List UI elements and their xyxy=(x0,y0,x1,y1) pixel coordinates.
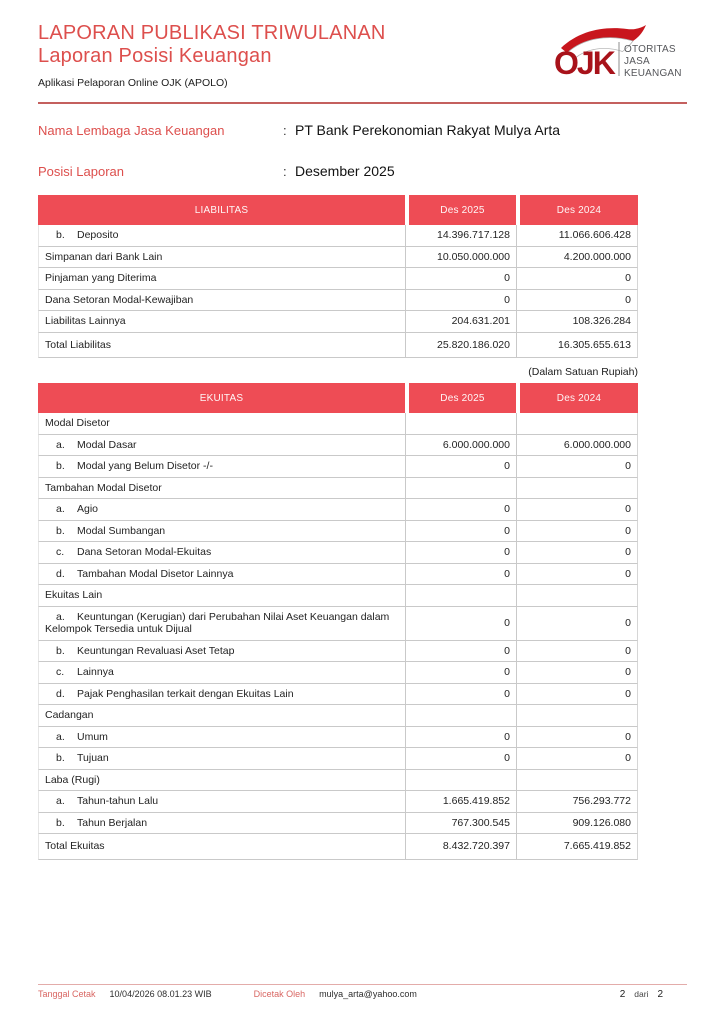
value-des-2025: 0 xyxy=(405,542,516,564)
row-label: b. Keuntungan Revaluasi Aset Tetap xyxy=(38,641,405,663)
value-des-2025: 767.300.545 xyxy=(405,813,516,835)
colon: : xyxy=(283,164,287,179)
table-row xyxy=(38,585,638,607)
row-label: Total Liabilitas xyxy=(38,333,405,359)
logo-org-name: OTORITAS JASA KEUANGAN xyxy=(624,44,682,79)
table-row xyxy=(38,225,638,247)
row-letter: a. xyxy=(56,438,65,451)
value-des-2024: 0 xyxy=(516,748,638,770)
table-row xyxy=(38,542,638,564)
value-des-2025: 1.665.419.852 xyxy=(405,791,516,813)
page-current: 2 xyxy=(619,989,626,1000)
printed-by-label: Dicetak Oleh xyxy=(253,989,306,999)
row-letter: b. xyxy=(56,816,65,829)
institution-label: Nama Lembaga Jasa Keuangan xyxy=(38,123,225,138)
ekuitas-table-header xyxy=(38,383,638,413)
page-total: 2 xyxy=(657,989,663,1000)
table-row xyxy=(38,435,638,457)
value-des-2025 xyxy=(405,478,516,500)
table-row xyxy=(38,268,638,290)
value-des-2024 xyxy=(516,478,638,500)
column-header-des-2025: Des 2025 xyxy=(405,383,516,413)
institution-row xyxy=(38,122,687,138)
value-des-2025 xyxy=(405,413,516,435)
row-label: b. Deposito xyxy=(38,225,405,247)
row-letter: d. xyxy=(56,567,65,580)
value-des-2024: 0 xyxy=(516,521,638,543)
page-footer xyxy=(38,984,687,1000)
report-titles xyxy=(38,22,386,89)
table-row xyxy=(38,311,638,333)
table-row xyxy=(38,290,638,312)
institution-value: PT Bank Perekonomian Rakyat Mulya Arta xyxy=(295,122,561,138)
print-date-value: 10/04/2026 08.01.23 WIB xyxy=(109,989,212,999)
row-letter: b. xyxy=(56,460,65,472)
value-des-2025: 0 xyxy=(405,748,516,770)
row-label: Dana Setoran Modal-Kewajiban xyxy=(38,290,405,312)
row-label: c. Lainnya xyxy=(38,662,405,684)
row-label: b. Tahun Berjalan xyxy=(38,813,405,835)
value-des-2025: 14.396.717.128 xyxy=(405,225,516,247)
value-des-2025: 0 xyxy=(405,684,516,706)
table-row xyxy=(38,727,638,749)
row-label: Cadangan xyxy=(38,705,405,727)
value-des-2025 xyxy=(405,705,516,727)
column-header-des-2024: Des 2024 xyxy=(516,195,638,225)
ojk-logo xyxy=(553,24,687,85)
row-letter: c. xyxy=(56,666,65,678)
value-des-2025: 0 xyxy=(405,641,516,663)
row-label: b. Modal yang Belum Disetor -/- xyxy=(38,456,405,478)
value-des-2024 xyxy=(516,585,638,607)
table-row xyxy=(38,499,638,521)
value-des-2024: 756.293.772 xyxy=(516,791,638,813)
value-des-2025: 0 xyxy=(405,727,516,749)
column-header-liabilitas: LIABILITAS xyxy=(38,195,405,225)
value-des-2024: 0 xyxy=(516,564,638,586)
value-des-2025: 25.820.186.020 xyxy=(405,333,516,359)
report-subtitle: Laporan Posisi Keuangan xyxy=(38,45,272,67)
row-label: b. Tujuan xyxy=(38,748,405,770)
ojk-logo-icon xyxy=(553,24,687,80)
row-label: d. Pajak Penghasilan terkait dengan Ekuitas Lain xyxy=(38,684,405,706)
row-label: a. Agio xyxy=(38,499,405,521)
value-des-2024: 0 xyxy=(516,684,638,706)
row-label: Modal Disetor xyxy=(38,413,405,435)
value-des-2024: 0 xyxy=(516,456,638,478)
page-separator: dari xyxy=(634,989,649,999)
value-des-2024: 0 xyxy=(516,662,638,684)
value-des-2024: 11.066.606.428 xyxy=(516,225,638,247)
ekuitas-table xyxy=(38,383,638,860)
row-letter: b. xyxy=(56,752,65,764)
report-position-row xyxy=(38,163,687,179)
table-row xyxy=(38,521,638,543)
liabilitas-table-header xyxy=(38,195,638,225)
value-des-2025: 204.631.201 xyxy=(405,311,516,333)
row-label: b. Modal Sumbangan xyxy=(38,521,405,543)
table-row xyxy=(38,564,638,586)
liabilitas-table xyxy=(38,195,638,358)
printed-by-value: mulya_arta@yahoo.com xyxy=(319,989,417,999)
row-letter: b. xyxy=(56,229,65,241)
value-des-2025: 0 xyxy=(405,521,516,543)
report-title: LAPORAN PUBLIKASI TRIWULANAN xyxy=(38,22,386,44)
table-row xyxy=(38,748,638,770)
row-label: Tambahan Modal Disetor xyxy=(38,478,405,500)
column-header-des-2025: Des 2025 xyxy=(405,195,516,225)
table-row xyxy=(38,641,638,663)
value-des-2024 xyxy=(516,770,638,792)
table-row xyxy=(38,456,638,478)
value-des-2025: 10.050.000.000 xyxy=(405,247,516,269)
value-des-2025: 0 xyxy=(405,268,516,290)
column-header-ekuitas: EKUITAS xyxy=(38,383,405,413)
value-des-2025: 6.000.000.000 xyxy=(405,435,516,457)
page-indicator xyxy=(620,989,663,1000)
value-des-2025: 0 xyxy=(405,290,516,312)
value-des-2024: 0 xyxy=(516,268,638,290)
value-des-2024: 7.665.419.852 xyxy=(516,834,638,860)
row-letter: a. xyxy=(56,503,65,515)
value-des-2025: 0 xyxy=(405,456,516,478)
value-des-2024 xyxy=(516,705,638,727)
row-label: a. Umum xyxy=(38,727,405,749)
value-des-2024: 0 xyxy=(516,290,638,312)
table-row xyxy=(38,413,638,435)
row-letter: a. xyxy=(56,730,65,743)
table-row xyxy=(38,607,638,641)
table-row xyxy=(38,478,638,500)
row-letter: a. xyxy=(56,610,65,623)
report-position-label: Posisi Laporan xyxy=(38,164,124,179)
table-row xyxy=(38,333,638,359)
value-des-2025 xyxy=(405,770,516,792)
table-row xyxy=(38,813,638,835)
report-position-value: Desember 2025 xyxy=(295,163,395,179)
value-des-2025: 0 xyxy=(405,607,516,641)
colon: : xyxy=(283,123,287,138)
app-name: Aplikasi Pelaporan Online OJK (APOLO) xyxy=(38,77,228,89)
value-des-2024: 0 xyxy=(516,641,638,663)
table-row xyxy=(38,705,638,727)
row-label: c. Dana Setoran Modal-Ekuitas xyxy=(38,542,405,564)
table-row xyxy=(38,247,638,269)
value-des-2024: 0 xyxy=(516,542,638,564)
row-letter: b. xyxy=(56,524,65,537)
value-des-2024: 6.000.000.000 xyxy=(516,435,638,457)
header-rule xyxy=(38,102,687,104)
value-des-2024: 108.326.284 xyxy=(516,311,638,333)
column-header-des-2024: Des 2024 xyxy=(516,383,638,413)
row-label: a. Tahun-tahun Lalu xyxy=(38,791,405,813)
value-des-2024: 16.305.655.613 xyxy=(516,333,638,359)
row-label: Laba (Rugi) xyxy=(38,770,405,792)
report-meta xyxy=(38,122,687,179)
value-des-2025: 8.432.720.397 xyxy=(405,834,516,860)
row-label: Simpanan dari Bank Lain xyxy=(38,247,405,269)
row-label: Ekuitas Lain xyxy=(38,585,405,607)
report-header xyxy=(38,22,687,89)
table-row xyxy=(38,791,638,813)
value-des-2024: 909.126.080 xyxy=(516,813,638,835)
value-des-2025: 0 xyxy=(405,564,516,586)
row-label: a. Keuntungan (Kerugian) dari Perubahan Nilai Aset Keuangan dalam Kelompok Tersedia untuk Dijual xyxy=(38,607,405,641)
ojk-logo-text: OJK xyxy=(554,45,614,80)
table-row xyxy=(38,684,638,706)
value-des-2024: 4.200.000.000 xyxy=(516,247,638,269)
print-date-label: Tanggal Cetak xyxy=(38,989,96,999)
value-des-2024 xyxy=(516,413,638,435)
row-label: Liabilitas Lainnya xyxy=(38,311,405,333)
value-des-2024: 0 xyxy=(516,607,638,641)
table-row xyxy=(38,662,638,684)
value-des-2025 xyxy=(405,585,516,607)
row-label: d. Tambahan Modal Disetor Lainnya xyxy=(38,564,405,586)
table-row xyxy=(38,770,638,792)
row-letter: c. xyxy=(56,546,65,558)
row-letter: b. xyxy=(56,644,65,657)
value-des-2024: 0 xyxy=(516,499,638,521)
row-letter: a. xyxy=(56,795,65,807)
row-label: Pinjaman yang Diterima xyxy=(38,268,405,290)
value-des-2025: 0 xyxy=(405,499,516,521)
table-row xyxy=(38,834,638,860)
row-letter: d. xyxy=(56,687,65,700)
row-label: Total Ekuitas xyxy=(38,834,405,860)
value-des-2024: 0 xyxy=(516,727,638,749)
row-label: a. Modal Dasar xyxy=(38,435,405,457)
units-note: (Dalam Satuan Rupiah) xyxy=(528,366,638,378)
value-des-2025: 0 xyxy=(405,662,516,684)
